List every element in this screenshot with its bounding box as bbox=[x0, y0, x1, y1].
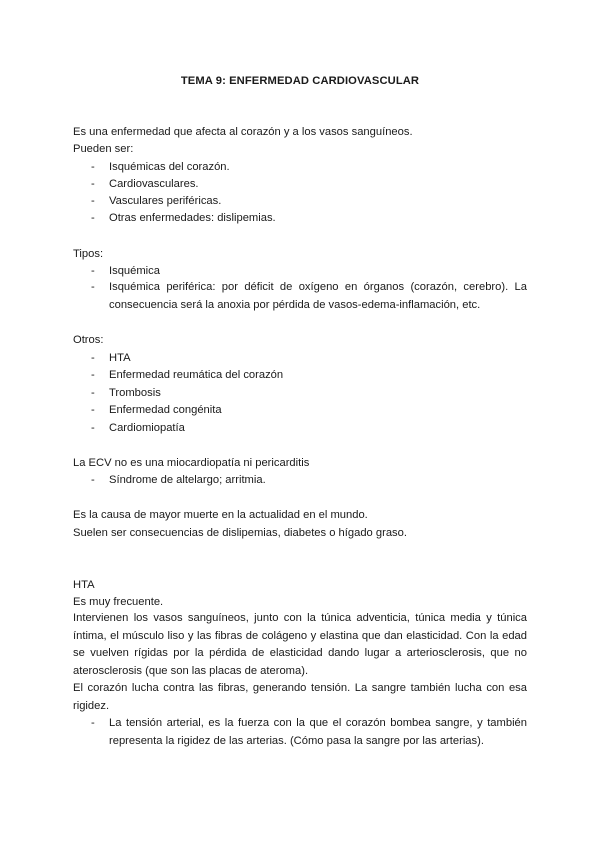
list-item-text: Isquémica bbox=[109, 265, 160, 277]
otros-heading: Otros: bbox=[73, 334, 104, 346]
bullet-dash: - bbox=[91, 195, 95, 207]
bullet-dash: - bbox=[91, 717, 95, 729]
hta-paragraph-2: El corazón lucha contra las fibras, generando tensión. La sangre también lucha con esa rigidez. bbox=[73, 682, 527, 712]
bullet-dash: - bbox=[91, 474, 95, 486]
bullet-dash: - bbox=[91, 352, 95, 364]
causa-line-2: Suelen ser consecuencias de dislipemias, diabetes o hígado graso. bbox=[73, 527, 407, 539]
list-item-text: HTA bbox=[109, 352, 131, 364]
bullet-dash: - bbox=[91, 265, 95, 277]
hta-frecuente: Es muy frecuente. bbox=[73, 596, 164, 608]
list-item-text: Síndrome de altelargo; arritmia. bbox=[109, 474, 266, 486]
tipos-periferica-item: Isquémica periférica: por déficit de oxígeno en órganos (corazón, cerebro). La consecuencia será la anoxia por pérdida de vasos-edema-inflamación, etc. bbox=[109, 281, 527, 311]
list-item-text: Enfermedad congénita bbox=[109, 404, 222, 416]
bullet-dash: - bbox=[91, 422, 95, 434]
hta-paragraph-1: Intervienen los vasos sanguíneos, junto con la túnica adventicia, túnica media y túnica íntima, el músculo liso y las fibras de colágeno y elastina que dan elasticidad. Con la edad se vuelven rígidas por la pérdida de elasticidad dando lugar a arteriosclerosis, que no aterosclerosis (que son las placas de ateroma). bbox=[73, 612, 527, 677]
bullet-dash: - bbox=[91, 387, 95, 399]
list-item-text: Otras enfermedades: dislipemias. bbox=[109, 212, 276, 224]
list-item-text: Isquémicas del corazón. bbox=[109, 161, 230, 173]
bullet-dash: - bbox=[91, 178, 95, 190]
list-item-text: Cardiomiopatía bbox=[109, 422, 185, 434]
tipos-heading: Tipos: bbox=[73, 248, 104, 260]
bullet-dash: - bbox=[91, 369, 95, 381]
hta-heading: HTA bbox=[73, 579, 95, 591]
list-item-text: Cardiovasculares. bbox=[109, 178, 199, 190]
page-title: TEMA 9: ENFERMEDAD CARDIOVASCULAR bbox=[180, 75, 420, 87]
bullet-dash: - bbox=[91, 212, 95, 224]
bullet-dash: - bbox=[91, 281, 95, 293]
ecv-statement: La ECV no es una miocardiopatía ni pericarditis bbox=[73, 457, 310, 469]
list-item-text: Trombosis bbox=[109, 387, 161, 399]
list-item-text: Enfermedad reumática del corazón bbox=[109, 369, 284, 381]
list-item-text: Vasculares periféricas. bbox=[109, 195, 222, 207]
causa-line-1: Es la causa de mayor muerte en la actualidad en el mundo. bbox=[73, 509, 368, 521]
bullet-dash: - bbox=[91, 404, 95, 416]
bullet-dash: - bbox=[91, 161, 95, 173]
intro-definition: Es una enfermedad que afecta al corazón y a los vasos sanguíneos. bbox=[73, 126, 413, 138]
intro-pueden-ser: Pueden ser: bbox=[73, 143, 134, 155]
hta-tension-item: La tensión arterial, es la fuerza con la que el corazón bombea sangre, y también representa la rigidez de las arterias. (Cómo pasa la sangre por las arterias). bbox=[109, 717, 527, 747]
